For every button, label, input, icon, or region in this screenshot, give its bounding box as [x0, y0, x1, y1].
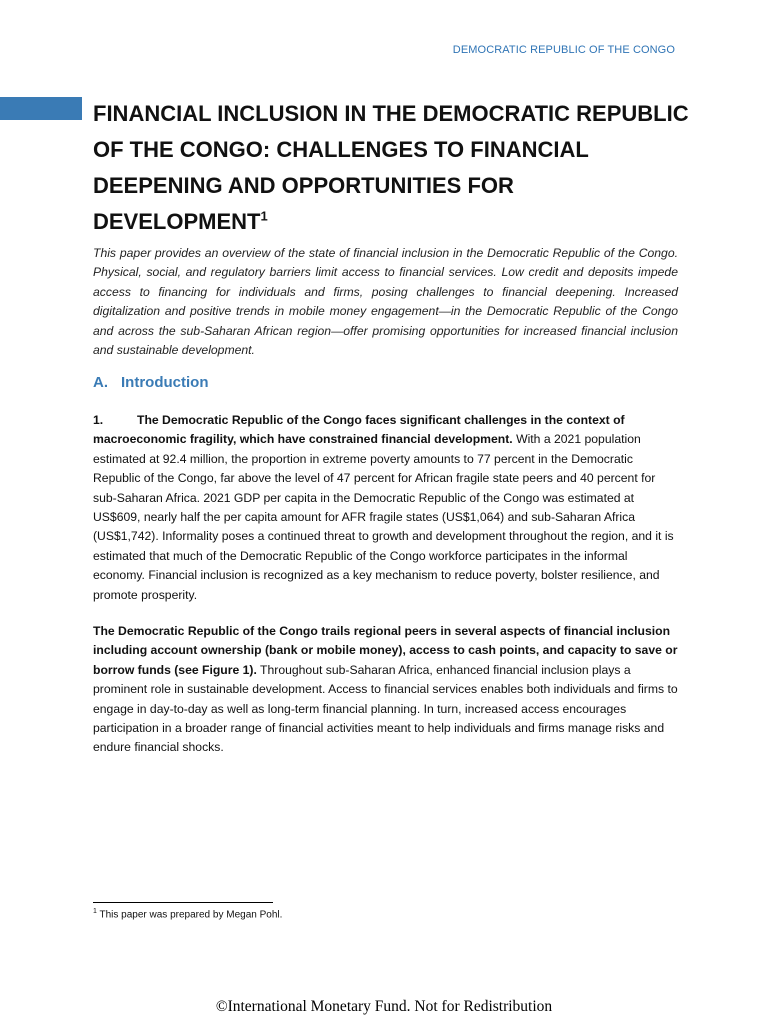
title-text: FINANCIAL INCLUSION IN THE DEMOCRATIC REPUBLIC OF THE CONGO: CHALLENGES TO FINANCIAL DEEPENING AND OPPORTUNITIES FOR DEVELOPMENT	[93, 101, 689, 234]
section-heading	[93, 374, 208, 391]
footnote	[93, 908, 282, 920]
running-header: DEMOCRATIC REPUBLIC OF THE CONGO	[452, 44, 675, 56]
paragraph-lead: The Democratic Republic of the Congo trails regional peers in several aspects of financial inclusion including account ownership (bank or mobile money), access to cash points, and capacity to save or borrow funds (see Figure 1).	[93, 624, 678, 677]
abstract: This paper provides an overview of the state of financial inclusion in the Democratic Republic of the Congo. Physical, social, and regulatory barriers limit access to financial services. Low credit and deposits impede access to financing for individuals and firms, posing challenges to financial deepening. Increased digitalization and positive trends in mobile money engagement—in the Democratic Republic of the Congo and across the sub-Saharan African region—offer promising opportunities for increased financial inclusion and sustainable development.	[93, 246, 678, 358]
paragraph-body: Throughout sub-Saharan Africa, enhanced financial inclusion plays a prominent role in sustainable development. Access to financial services enables both individuals and firms to engage in day-to-day as well as long-term financial planning. In turn, increased access encourages participation in a broader range of financial activities meant to help individuals and firms manage risks and endure financial shocks.	[93, 662, 678, 755]
document-title	[93, 96, 693, 240]
footnote-divider	[93, 902, 273, 903]
paragraph-1	[93, 411, 678, 605]
paragraph-lead: The Democratic Republic of the Congo faces significant challenges in the context of macroeconomic fragility, which have constrained financial development.	[93, 413, 625, 447]
title-accent-bar	[0, 97, 82, 120]
paragraph-body: With a 2021 population estimated at 92.4 million, the proportion in extreme poverty amounts to 77 percent in the Democratic Republic of the Congo, far above the level of 47 percent for African fragile state peers and 40 percent for sub-Saharan Africa. 2021 GDP per capita in the Democratic Republic of the Congo was estimated at US$609, nearly half the per capita amount for AFR fragile states (US$1,064) and sub-Saharan Africa (US$1,742). Informality poses a continued threat to growth and development throughout the region, and it is estimated that much of the Democratic Republic of the Congo workforce participates in the informal economy. Financial inclusion is recognized as a key mechanism to reduce poverty, bolster resilience, and promote prosperity.	[93, 432, 674, 602]
footnote-number: 1	[93, 908, 97, 915]
title-footnote-marker[interactable]: 1	[260, 208, 268, 224]
section-letter: A.	[93, 374, 108, 391]
paragraph-number: 1.	[93, 413, 104, 427]
section-title: Introduction	[121, 374, 209, 391]
copyright-footer: ©International Monetary Fund. Not for Redistribution	[215, 998, 553, 1015]
paragraph-2	[93, 622, 678, 758]
footnote-text: This paper was prepared by Megan Pohl.	[96, 909, 283, 921]
